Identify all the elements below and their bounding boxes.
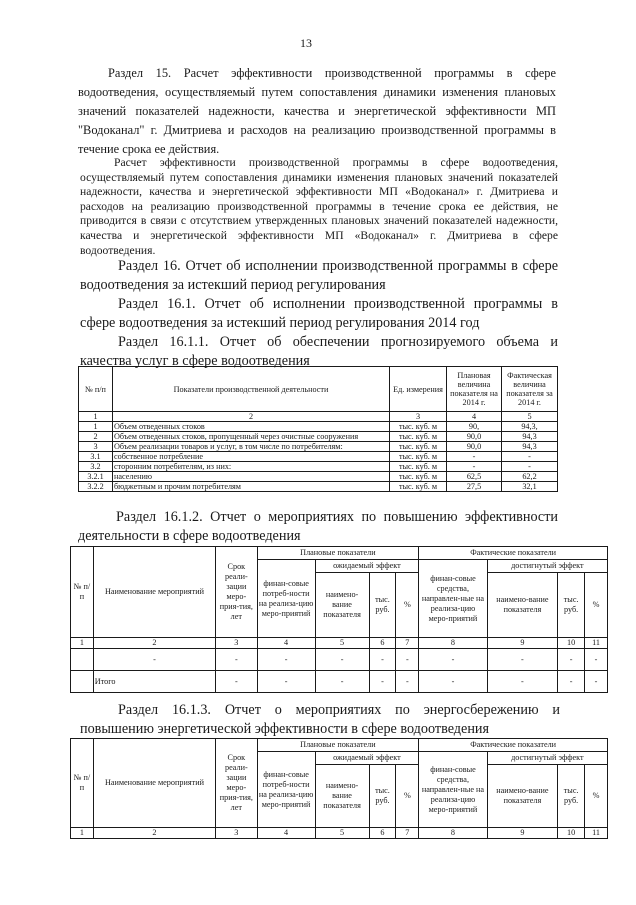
table-cell: - — [585, 671, 608, 693]
t2-header-rub: тыс. руб. — [558, 573, 585, 638]
t2-header-fact-fin: финан-совые средства, направлен-ные на реализа-цию меро-приятий — [419, 560, 487, 638]
heading-section-16-1-2: Раздел 16.1.2. Отчет о мероприятиях по повышению эффективности деятельности в сфере водоотведения — [78, 509, 558, 544]
table-cell: - — [487, 671, 557, 693]
t1-row-num: 3.2.1 — [79, 472, 113, 482]
t1-row-unit: тыс. куб. м — [390, 432, 447, 442]
t2-header-achieved: достигнутый эффект — [487, 560, 607, 573]
t1-row-fact: - — [502, 462, 558, 472]
table-cell: - — [315, 671, 369, 693]
heading-section-16-1-3: Раздел 16.1.3. Отчет о мероприятиях по энергосбережению и повышению энергетической эффективности в сфере водоотведения — [80, 702, 560, 737]
t2-header-expected: ожидаемый эффект — [315, 560, 419, 573]
t3-colnum: 10 — [558, 828, 585, 839]
t1-row-name: Объем отведенных стоков — [113, 422, 390, 432]
table-cell: - — [216, 671, 257, 693]
t2-colnum: 10 — [558, 638, 585, 649]
t2-column-numbers-row — [71, 638, 608, 649]
t1-row-unit: тыс. куб. м — [390, 452, 447, 462]
t2-colnum: 5 — [315, 638, 369, 649]
t1-row-fact: 94,3 — [502, 432, 558, 442]
t3-header-rub: тыс. руб. — [558, 765, 585, 828]
t1-row-fact: 62,2 — [502, 472, 558, 482]
t2-colnum: 4 — [257, 638, 315, 649]
t1-row-plan: 90,0 — [447, 432, 502, 442]
t1-row-num: 3.1 — [79, 452, 113, 462]
t1-colnum: 2 — [113, 412, 390, 422]
t1-row-num: 3.2 — [79, 462, 113, 472]
t2-colnum: 11 — [585, 638, 608, 649]
t2-header-actual: Фактические показатели — [419, 547, 608, 560]
t2-colnum: 8 — [419, 638, 487, 649]
t2-header-plan-fin: финан-совые потреб-ности на реализа-цию меро-приятий — [257, 560, 315, 638]
t3-colnum: 1 — [71, 828, 94, 839]
table-cell: - — [419, 671, 487, 693]
t3-header-term: Срок реали-зации меро-прия-тия, лет — [216, 739, 257, 828]
t1-row-plan: - — [447, 462, 502, 472]
t1-row-name: Объем отведенных стоков, пропущенный через очистные сооружения — [113, 432, 390, 442]
table-cell: - — [369, 671, 396, 693]
t3-colnum: 2 — [93, 828, 215, 839]
t1-header-indicator: Показатели производственной деятельности — [113, 367, 390, 412]
t2-header-pct: % — [585, 573, 608, 638]
t3-header-fact-indicator-name: наимено-вание показателя — [487, 765, 557, 828]
t1-row-fact: 32,1 — [502, 482, 558, 492]
t1-row-name: собственное потребление — [113, 452, 390, 462]
heading-section-16-1-1: Раздел 16.1.1. Отчет об обеспечении прогнозируемого объема и качества услуг в сфере водоотведения — [80, 334, 558, 369]
t2-header-pct: % — [396, 573, 419, 638]
t1-row-name: населению — [113, 472, 390, 482]
t1-header-planned: Плановая величина показателя на 2014 г. — [447, 367, 502, 412]
heading-section-16: Раздел 16. Отчет об исполнении производственной программы в сфере водоотведения за истекший период регулирования — [80, 258, 558, 293]
t2-colnum: 3 — [216, 638, 257, 649]
page-number: 13 — [300, 36, 312, 50]
t2-header-name: Наименование мероприятий — [93, 547, 215, 638]
t3-colnum: 9 — [487, 828, 557, 839]
t2-header-fact-indicator-name: наимено-вание показателя — [487, 573, 557, 638]
t3-column-numbers-row — [71, 828, 608, 839]
t2-colnum: 2 — [93, 638, 215, 649]
t1-row-num: 3 — [79, 442, 113, 452]
table-cell: - — [257, 671, 315, 693]
table-row — [79, 472, 558, 482]
t2-colnum: 1 — [71, 638, 94, 649]
table-cell: - — [558, 671, 585, 693]
t1-row-num: 3.2.2 — [79, 482, 113, 492]
t3-colnum: 7 — [396, 828, 419, 839]
t1-header-unit: Ед. измерения — [390, 367, 447, 412]
t3-header-indicator-name: наимено-вание показателя — [315, 765, 369, 828]
production-indicators-table — [78, 366, 558, 492]
t3-header-actual: Фактические показатели — [419, 739, 608, 752]
t1-row-plan: 27,5 — [447, 482, 502, 492]
table-cell: - — [396, 649, 419, 671]
t2-header-indicator-name: наимено-вание показателя — [315, 573, 369, 638]
table-cell: - — [558, 649, 585, 671]
t1-header-actual: Фактическая величина показателя за 2014 г. — [502, 367, 558, 412]
t3-colnum: 4 — [257, 828, 315, 839]
t1-row-fact: - — [502, 452, 558, 462]
table-cell — [71, 671, 94, 693]
table-cell: - — [396, 671, 419, 693]
t3-colnum: 11 — [585, 828, 608, 839]
efficiency-measures-table — [70, 546, 608, 693]
t1-row-num: 2 — [79, 432, 113, 442]
t3-header-num: № п/п — [71, 739, 94, 828]
t1-row-fact: 94,3, — [502, 422, 558, 432]
t1-colnum: 5 — [502, 412, 558, 422]
table-cell: - — [216, 649, 257, 671]
t2-header-planned: Плановые показатели — [257, 547, 419, 560]
table-cell: - — [93, 649, 215, 671]
t1-row-plan: - — [447, 452, 502, 462]
t1-row-plan: 62,5 — [447, 472, 502, 482]
t1-row-unit: тыс. куб. м — [390, 472, 447, 482]
t1-row-num: 1 — [79, 422, 113, 432]
table-cell: - — [585, 649, 608, 671]
t2-colnum: 6 — [369, 638, 396, 649]
t2-total-label: Итого — [93, 671, 215, 693]
t1-row-name: бюджетным и прочим потребителям — [113, 482, 390, 492]
t1-row-name: сторонним потребителям, из них: — [113, 462, 390, 472]
t1-row-unit: тыс. куб. м — [390, 422, 447, 432]
section-15-calculation-text: Расчет эффективности производственной программы в сфере водоотведения, осуществляемый путем сопоставления динамики изменения плановых значений показателей надежности, качества и энергетической эффективности МП «Водоканал» г. Дмитриева и расходов на реализацию производственной программы в течение срока ее действия, не приводится в связи с отсутствием утвержденных плановых значений показателей надежности, качества и энергетической эффективности МП «Водоканал» г. Дмитриева в сфере водоотведения. — [80, 156, 558, 257]
t1-colnum: 1 — [79, 412, 113, 422]
t3-header-planned: Плановые показатели — [257, 739, 419, 752]
table-cell: - — [315, 649, 369, 671]
section-15-text: Раздел 15. Расчет эффективности производственной программы в сфере водоотведения, осуществляемый путем сопоставления динамики изменения плановых значений показателей надежности, качества и энергетической эффективности МП "Водоканал" г. Дмитриева и расходов на реализацию производственной программы в течение срока ее действия. — [78, 66, 556, 156]
t1-row-unit: тыс. куб. м — [390, 462, 447, 472]
table-row — [79, 442, 558, 452]
heading-section-16-1: Раздел 16.1. Отчет об исполнении производственной программы в сфере водоотведения за истекший период регулирования 2014 год — [80, 296, 558, 331]
t3-colnum: 8 — [419, 828, 487, 839]
t1-colnum: 4 — [447, 412, 502, 422]
t2-header-num: № п/п — [71, 547, 94, 638]
t2-header-rub: тыс. руб. — [369, 573, 396, 638]
t3-header-name: Наименование мероприятий — [93, 739, 215, 828]
t2-colnum: 9 — [487, 638, 557, 649]
t1-row-plan: 90,0 — [447, 442, 502, 452]
t2-total-row — [71, 671, 608, 693]
energy-saving-measures-table — [70, 738, 608, 839]
t1-row-unit: тыс. куб. м — [390, 482, 447, 492]
t3-header-expected: ожидаемый эффект — [315, 752, 419, 765]
t2-header-term: Срок реали-зации меро-прия-тия, лет — [216, 547, 257, 638]
t3-header-plan-fin: финан-совые потреб-ности на реализа-цию меро-приятий — [257, 752, 315, 828]
table-cell: - — [487, 649, 557, 671]
table-row — [79, 482, 558, 492]
table-cell — [71, 649, 94, 671]
table-row — [79, 462, 558, 472]
table-row — [71, 649, 608, 671]
t1-header-num: № п/п — [79, 367, 113, 412]
t3-header-rub: тыс. руб. — [369, 765, 396, 828]
t3-colnum: 6 — [369, 828, 396, 839]
t3-header-pct: % — [396, 765, 419, 828]
t1-row-name: Объем реализации товаров и услуг, в том числе по потребителям: — [113, 442, 390, 452]
t3-header-achieved: достигнутый эффект — [487, 752, 607, 765]
t3-colnum: 3 — [216, 828, 257, 839]
table-cell: - — [419, 649, 487, 671]
table-row — [79, 422, 558, 432]
t2-colnum: 7 — [396, 638, 419, 649]
t1-column-numbers-row — [79, 412, 558, 422]
t1-colnum: 3 — [390, 412, 447, 422]
table-cell: - — [369, 649, 396, 671]
t1-row-unit: тыс. куб. м — [390, 442, 447, 452]
t3-header-fact-fin: финан-совые средства, направлен-ные на реализа-цию меро-приятий — [419, 752, 487, 828]
table-cell: - — [257, 649, 315, 671]
table-row — [79, 432, 558, 442]
t1-row-plan: 90, — [447, 422, 502, 432]
t1-row-fact: 94,3 — [502, 442, 558, 452]
t3-header-pct: % — [585, 765, 608, 828]
table-row — [79, 452, 558, 462]
t3-colnum: 5 — [315, 828, 369, 839]
